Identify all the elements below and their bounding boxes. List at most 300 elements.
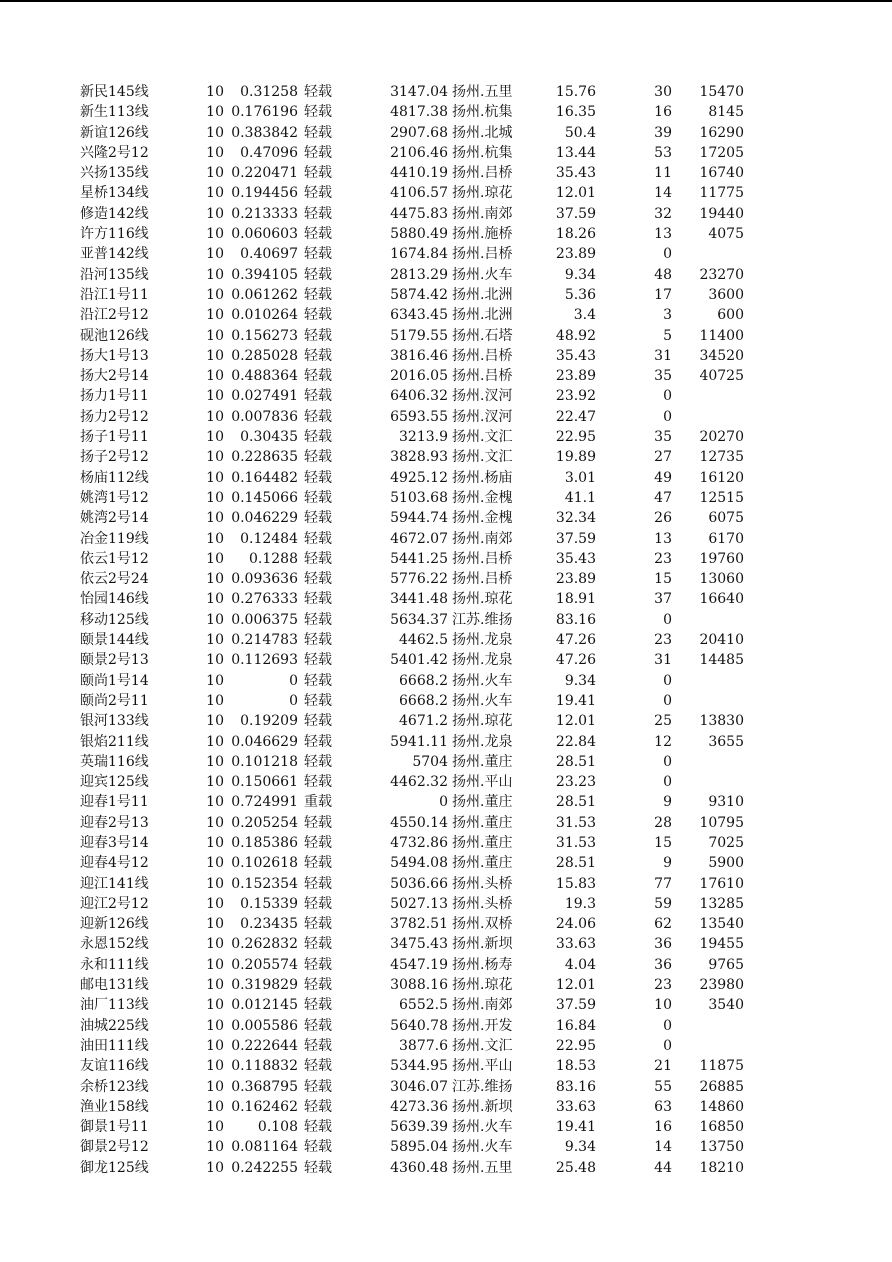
remaining-capacity-cell: 3213.9 xyxy=(399,429,448,446)
load-status-cell: 轻载 xyxy=(304,1037,332,1054)
load-rate-cell: 0.101218 xyxy=(231,753,298,770)
line-name-cell: 友谊116线 xyxy=(80,1058,149,1075)
substation-cell: 扬州.龙泉 xyxy=(452,733,513,750)
remaining-capacity-cell: 3877.6 xyxy=(399,1037,448,1054)
transformer-count-cell: 0 xyxy=(663,1037,672,1054)
substation-cell: 扬州.琼花 xyxy=(452,591,513,608)
voltage-cell: 10 xyxy=(206,794,224,811)
voltage-cell: 10 xyxy=(206,124,224,141)
transformer-count-cell: 0 xyxy=(663,774,672,791)
installed-capacity-cell: 6075 xyxy=(708,510,744,527)
transformer-count-cell: 32 xyxy=(654,205,672,222)
substation-cell: 扬州.吕桥 xyxy=(452,368,513,385)
load-rate-cell: 0.093636 xyxy=(231,571,298,588)
load-status-cell: 轻载 xyxy=(304,936,332,953)
substation-cell: 扬州.火车 xyxy=(452,1119,513,1136)
remaining-capacity-cell: 5103.68 xyxy=(390,489,448,506)
length-cell: 12.01 xyxy=(555,185,596,202)
table-row xyxy=(0,650,892,670)
load-status-cell: 轻载 xyxy=(304,84,332,100)
remaining-capacity-cell: 4360.48 xyxy=(390,1159,448,1176)
substation-cell: 扬州.北洲 xyxy=(452,307,513,324)
installed-capacity-cell: 20270 xyxy=(699,429,744,446)
line-name-cell: 油田111线 xyxy=(80,1037,149,1054)
installed-capacity-cell: 9765 xyxy=(708,956,744,973)
load-status-cell: 轻载 xyxy=(304,997,332,1014)
length-cell: 41.1 xyxy=(564,489,596,506)
installed-capacity-cell: 13060 xyxy=(699,571,744,588)
voltage-cell: 10 xyxy=(206,307,224,324)
transformer-count-cell: 49 xyxy=(654,469,672,486)
line-name-cell: 英瑞116线 xyxy=(80,753,149,770)
load-rate-cell: 0.145066 xyxy=(231,489,298,506)
table-row xyxy=(0,610,892,630)
load-status-cell: 轻载 xyxy=(304,144,332,161)
transformer-count-cell: 35 xyxy=(654,429,672,446)
voltage-cell: 10 xyxy=(206,347,224,364)
transformer-count-cell: 37 xyxy=(654,591,672,608)
line-name-cell: 迎春1号11 xyxy=(80,794,149,811)
load-status-cell: 轻载 xyxy=(304,165,332,182)
load-rate-cell: 0.156273 xyxy=(231,327,298,344)
remaining-capacity-cell: 5639.39 xyxy=(390,1119,448,1136)
voltage-cell: 10 xyxy=(206,1098,224,1115)
load-status-cell: 轻载 xyxy=(304,977,332,994)
substation-cell: 扬州.平山 xyxy=(452,1058,513,1075)
substation-cell: 扬州.南郊 xyxy=(452,997,513,1014)
voltage-cell: 10 xyxy=(206,449,224,466)
table-row xyxy=(0,244,892,264)
line-name-cell: 依云2号24 xyxy=(80,571,149,588)
voltage-cell: 10 xyxy=(206,1159,224,1176)
table-row xyxy=(0,447,892,467)
substation-cell: 扬州.金槐 xyxy=(452,489,513,506)
table-row xyxy=(0,833,892,853)
load-rate-cell: 0.30435 xyxy=(240,429,298,446)
substation-cell: 扬州.火车 xyxy=(452,692,513,709)
load-status-cell: 轻载 xyxy=(304,124,332,141)
length-cell: 48.92 xyxy=(555,327,596,344)
transformer-count-cell: 23 xyxy=(654,632,672,649)
voltage-cell: 10 xyxy=(206,1119,224,1136)
voltage-cell: 10 xyxy=(206,713,224,730)
load-status-cell: 轻载 xyxy=(304,1017,332,1034)
line-name-cell: 御景2号12 xyxy=(80,1139,149,1156)
substation-cell: 扬州.杭集 xyxy=(452,144,513,161)
length-cell: 13.44 xyxy=(555,144,596,161)
load-status-cell: 轻载 xyxy=(304,469,332,486)
load-status-cell: 轻载 xyxy=(304,1139,332,1156)
substation-cell: 扬州.石塔 xyxy=(452,327,513,344)
remaining-capacity-cell: 3816.46 xyxy=(390,347,448,364)
installed-capacity-cell: 12515 xyxy=(699,489,744,506)
load-status-cell: 轻载 xyxy=(304,692,332,709)
load-rate-cell: 0.31258 xyxy=(240,84,298,100)
load-status-cell: 轻载 xyxy=(304,388,332,405)
installed-capacity-cell: 600 xyxy=(717,307,744,324)
length-cell: 18.53 xyxy=(555,1058,596,1075)
line-name-cell: 渔业158线 xyxy=(80,1098,149,1115)
installed-capacity-cell: 4075 xyxy=(708,226,744,243)
table-row xyxy=(0,265,892,285)
installed-capacity-cell: 16290 xyxy=(699,124,744,141)
load-rate-cell: 0.150661 xyxy=(231,774,298,791)
installed-capacity-cell: 3600 xyxy=(708,286,744,303)
load-rate-cell: 0.046629 xyxy=(231,733,298,750)
table-row xyxy=(0,366,892,386)
data-sheet xyxy=(0,82,892,1178)
line-name-cell: 永和111线 xyxy=(80,956,149,973)
installed-capacity-cell: 11875 xyxy=(699,1058,744,1075)
line-name-cell: 兴扬135线 xyxy=(80,165,149,182)
line-name-cell: 兴隆2号12 xyxy=(80,144,149,161)
line-name-cell: 杨庙112线 xyxy=(80,469,149,486)
load-status-cell: 轻载 xyxy=(304,286,332,303)
line-name-cell: 扬力1号11 xyxy=(80,388,149,405)
installed-capacity-cell: 17205 xyxy=(699,144,744,161)
table-row xyxy=(0,346,892,366)
load-status-cell: 轻载 xyxy=(304,429,332,446)
voltage-cell: 10 xyxy=(206,652,224,669)
load-rate-cell: 0.205254 xyxy=(231,814,298,831)
remaining-capacity-cell: 4671.2 xyxy=(399,713,448,730)
table-row xyxy=(0,569,892,589)
line-name-cell: 姚湾2号14 xyxy=(80,510,149,527)
load-status-cell: 轻载 xyxy=(304,814,332,831)
installed-capacity-cell: 14485 xyxy=(699,652,744,669)
transformer-count-cell: 0 xyxy=(663,246,672,263)
table-row xyxy=(0,1097,892,1117)
installed-capacity-cell: 16640 xyxy=(699,591,744,608)
remaining-capacity-cell: 5179.55 xyxy=(390,327,448,344)
transformer-count-cell: 36 xyxy=(654,936,672,953)
length-cell: 4.04 xyxy=(564,956,596,973)
transformer-count-cell: 31 xyxy=(654,347,672,364)
length-cell: 83.16 xyxy=(555,611,596,628)
substation-cell: 扬州.火车 xyxy=(452,266,513,283)
voltage-cell: 10 xyxy=(206,205,224,222)
load-rate-cell: 0.319829 xyxy=(231,977,298,994)
length-cell: 37.59 xyxy=(555,205,596,222)
table-row xyxy=(0,285,892,305)
table-row xyxy=(0,1158,892,1178)
substation-cell: 扬州.吕桥 xyxy=(452,246,513,263)
load-status-cell: 轻载 xyxy=(304,834,332,851)
remaining-capacity-cell: 2907.68 xyxy=(390,124,448,141)
length-cell: 31.53 xyxy=(555,814,596,831)
installed-capacity-cell: 15470 xyxy=(699,84,744,100)
transformer-count-cell: 16 xyxy=(654,104,672,121)
remaining-capacity-cell: 6668.2 xyxy=(399,672,448,689)
load-rate-cell: 0.394105 xyxy=(231,266,298,283)
remaining-capacity-cell: 5895.04 xyxy=(390,1139,448,1156)
table-row xyxy=(0,792,892,812)
length-cell: 16.84 xyxy=(555,1017,596,1034)
load-rate-cell: 0.285028 xyxy=(231,347,298,364)
load-status-cell: 轻载 xyxy=(304,449,332,466)
substation-cell: 扬州.琼花 xyxy=(452,977,513,994)
line-name-cell: 沿河135线 xyxy=(80,266,149,283)
substation-cell: 扬州.文汇 xyxy=(452,449,513,466)
substation-cell: 扬州.火车 xyxy=(452,1139,513,1156)
voltage-cell: 10 xyxy=(206,510,224,527)
length-cell: 15.76 xyxy=(555,84,596,100)
load-rate-cell: 0.214783 xyxy=(231,632,298,649)
load-rate-cell: 0.007836 xyxy=(231,408,298,425)
substation-cell: 扬州.双桥 xyxy=(452,916,513,933)
load-rate-cell: 0.112693 xyxy=(231,652,298,669)
installed-capacity-cell: 26885 xyxy=(699,1078,744,1095)
line-name-cell: 亚普142线 xyxy=(80,246,149,263)
table-row xyxy=(0,752,892,772)
voltage-cell: 10 xyxy=(206,1017,224,1034)
transformer-count-cell: 5 xyxy=(663,327,672,344)
load-rate-cell: 0.012145 xyxy=(231,997,298,1014)
remaining-capacity-cell: 4462.32 xyxy=(390,774,448,791)
table-row xyxy=(0,163,892,183)
transformer-count-cell: 30 xyxy=(654,84,672,100)
installed-capacity-cell: 16740 xyxy=(699,165,744,182)
table-row xyxy=(0,630,892,650)
transformer-count-cell: 0 xyxy=(663,611,672,628)
transformer-count-cell: 15 xyxy=(654,834,672,851)
length-cell: 23.89 xyxy=(555,246,596,263)
installed-capacity-cell: 8145 xyxy=(708,104,744,121)
length-cell: 3.4 xyxy=(573,307,596,324)
load-rate-cell: 0.47096 xyxy=(240,144,298,161)
substation-cell: 扬州.北洲 xyxy=(452,286,513,303)
installed-capacity-cell: 3655 xyxy=(708,733,744,750)
load-status-cell: 轻载 xyxy=(304,368,332,385)
table-row xyxy=(0,914,892,934)
length-cell: 47.26 xyxy=(555,652,596,669)
table-row xyxy=(0,1117,892,1137)
length-cell: 18.26 xyxy=(555,226,596,243)
length-cell: 9.34 xyxy=(564,266,596,283)
table-row xyxy=(0,1016,892,1036)
transformer-count-cell: 9 xyxy=(663,794,672,811)
remaining-capacity-cell: 4410.19 xyxy=(390,165,448,182)
load-rate-cell: 0.368795 xyxy=(231,1078,298,1095)
remaining-capacity-cell: 3475.43 xyxy=(390,936,448,953)
substation-cell: 扬州.五里 xyxy=(452,1159,513,1176)
voltage-cell: 10 xyxy=(206,165,224,182)
remaining-capacity-cell: 3441.48 xyxy=(390,591,448,608)
load-rate-cell: 0.027491 xyxy=(231,388,298,405)
table-row xyxy=(0,874,892,894)
substation-cell: 扬州.开发 xyxy=(452,1017,513,1034)
transformer-count-cell: 0 xyxy=(663,1017,672,1034)
load-rate-cell: 0.40697 xyxy=(240,246,298,263)
load-status-cell: 轻载 xyxy=(304,1119,332,1136)
length-cell: 23.89 xyxy=(555,571,596,588)
line-name-cell: 邮电131线 xyxy=(80,977,149,994)
substation-cell: 扬州.北城 xyxy=(452,124,513,141)
load-status-cell: 轻载 xyxy=(304,510,332,527)
voltage-cell: 10 xyxy=(206,753,224,770)
installed-capacity-cell: 3540 xyxy=(708,997,744,1014)
remaining-capacity-cell: 3147.04 xyxy=(390,84,448,100)
length-cell: 22.95 xyxy=(555,1037,596,1054)
length-cell: 33.63 xyxy=(555,1098,596,1115)
installed-capacity-cell: 13750 xyxy=(699,1139,744,1156)
substation-cell: 江苏.维扬 xyxy=(452,611,513,628)
length-cell: 33.63 xyxy=(555,936,596,953)
load-rate-cell: 0.12484 xyxy=(240,530,298,547)
remaining-capacity-cell: 4672.07 xyxy=(390,530,448,547)
line-name-cell: 御景1号11 xyxy=(80,1119,149,1136)
transformer-count-cell: 48 xyxy=(654,266,672,283)
substation-cell: 扬州.董庄 xyxy=(452,855,513,872)
load-status-cell: 轻载 xyxy=(304,895,332,912)
transformer-count-cell: 14 xyxy=(654,185,672,202)
remaining-capacity-cell: 5880.49 xyxy=(390,226,448,243)
substation-cell: 扬州.董庄 xyxy=(452,753,513,770)
installed-capacity-cell: 13540 xyxy=(699,916,744,933)
load-rate-cell: 0.213333 xyxy=(231,205,298,222)
length-cell: 15.83 xyxy=(555,875,596,892)
transformer-count-cell: 0 xyxy=(663,388,672,405)
table-row xyxy=(0,549,892,569)
length-cell: 35.43 xyxy=(555,165,596,182)
load-status-cell: 轻载 xyxy=(304,104,332,121)
remaining-capacity-cell: 3782.51 xyxy=(390,916,448,933)
remaining-capacity-cell: 3088.16 xyxy=(390,977,448,994)
length-cell: 12.01 xyxy=(555,977,596,994)
load-rate-cell: 0.164482 xyxy=(231,469,298,486)
remaining-capacity-cell: 2016.05 xyxy=(390,368,448,385)
load-status-cell: 轻载 xyxy=(304,489,332,506)
line-name-cell: 砚池126线 xyxy=(80,327,149,344)
load-status-cell: 轻载 xyxy=(304,611,332,628)
remaining-capacity-cell: 5944.74 xyxy=(390,510,448,527)
remaining-capacity-cell: 5027.13 xyxy=(390,895,448,912)
substation-cell: 扬州.平山 xyxy=(452,774,513,791)
transformer-count-cell: 11 xyxy=(654,165,672,182)
table-row xyxy=(0,1077,892,1097)
remaining-capacity-cell: 5941.11 xyxy=(390,733,448,750)
load-rate-cell: 0.176196 xyxy=(231,104,298,121)
length-cell: 50.4 xyxy=(564,124,596,141)
installed-capacity-cell: 5900 xyxy=(708,855,744,872)
voltage-cell: 10 xyxy=(206,571,224,588)
table-row xyxy=(0,975,892,995)
table-row xyxy=(0,82,892,102)
remaining-capacity-cell: 5640.78 xyxy=(390,1017,448,1034)
line-name-cell: 银焰211线 xyxy=(80,733,149,750)
remaining-capacity-cell: 4925.12 xyxy=(390,469,448,486)
length-cell: 32.34 xyxy=(555,510,596,527)
transformer-count-cell: 23 xyxy=(654,550,672,567)
remaining-capacity-cell: 5036.66 xyxy=(390,875,448,892)
remaining-capacity-cell: 2813.29 xyxy=(390,266,448,283)
installed-capacity-cell: 10795 xyxy=(699,814,744,831)
voltage-cell: 10 xyxy=(206,977,224,994)
remaining-capacity-cell: 4732.86 xyxy=(390,834,448,851)
installed-capacity-cell: 7025 xyxy=(708,834,744,851)
voltage-cell: 10 xyxy=(206,266,224,283)
installed-capacity-cell: 12735 xyxy=(699,449,744,466)
transformer-count-cell: 12 xyxy=(654,733,672,750)
substation-cell: 扬州.吕桥 xyxy=(452,165,513,182)
substation-cell: 扬州.汊河 xyxy=(452,388,513,405)
voltage-cell: 10 xyxy=(206,327,224,344)
remaining-capacity-cell: 6668.2 xyxy=(399,692,448,709)
length-cell: 37.59 xyxy=(555,530,596,547)
transformer-count-cell: 21 xyxy=(654,1058,672,1075)
load-rate-cell: 0.118832 xyxy=(231,1058,298,1075)
transformer-count-cell: 10 xyxy=(654,997,672,1014)
load-status-cell: 轻载 xyxy=(304,916,332,933)
load-status-cell: 轻载 xyxy=(304,774,332,791)
transformer-count-cell: 9 xyxy=(663,855,672,872)
voltage-cell: 10 xyxy=(206,632,224,649)
line-name-cell: 油城225线 xyxy=(80,1017,149,1034)
table-row xyxy=(0,102,892,122)
table-row xyxy=(0,1137,892,1157)
table-row xyxy=(0,934,892,954)
length-cell: 22.84 xyxy=(555,733,596,750)
load-rate-cell: 0.162462 xyxy=(231,1098,298,1115)
line-name-cell: 沿江1号11 xyxy=(80,286,149,303)
substation-cell: 扬州.新坝 xyxy=(452,936,513,953)
length-cell: 22.47 xyxy=(555,408,596,425)
table-row xyxy=(0,224,892,244)
load-rate-cell: 0.010264 xyxy=(231,307,298,324)
voltage-cell: 10 xyxy=(206,469,224,486)
substation-cell: 扬州.杨寿 xyxy=(452,956,513,973)
transformer-count-cell: 55 xyxy=(654,1078,672,1095)
substation-cell: 扬州.杨庙 xyxy=(452,469,513,486)
table-row xyxy=(0,955,892,975)
transformer-count-cell: 59 xyxy=(654,895,672,912)
line-name-cell: 许方116线 xyxy=(80,226,149,243)
load-status-cell: 轻载 xyxy=(304,266,332,283)
voltage-cell: 10 xyxy=(206,530,224,547)
transformer-count-cell: 62 xyxy=(654,916,672,933)
load-rate-cell: 0.1288 xyxy=(249,550,298,567)
line-name-cell: 迎春4号12 xyxy=(80,855,149,872)
table-row xyxy=(0,691,892,711)
table-row xyxy=(0,305,892,325)
remaining-capacity-cell: 6552.5 xyxy=(399,997,448,1014)
line-name-cell: 扬力2号12 xyxy=(80,408,149,425)
line-name-cell: 油厂113线 xyxy=(80,997,149,1014)
substation-cell: 扬州.五里 xyxy=(452,84,513,100)
voltage-cell: 10 xyxy=(206,997,224,1014)
transformer-count-cell: 16 xyxy=(654,1119,672,1136)
substation-cell: 扬州.金槐 xyxy=(452,510,513,527)
remaining-capacity-cell: 5441.25 xyxy=(390,550,448,567)
substation-cell: 扬州.头桥 xyxy=(452,875,513,892)
installed-capacity-cell: 34520 xyxy=(699,347,744,364)
line-name-cell: 新生113线 xyxy=(80,104,149,121)
transformer-count-cell: 17 xyxy=(654,286,672,303)
load-status-cell: 轻载 xyxy=(304,1098,332,1115)
load-rate-cell: 0.046229 xyxy=(231,510,298,527)
voltage-cell: 10 xyxy=(206,185,224,202)
remaining-capacity-cell: 3828.93 xyxy=(390,449,448,466)
load-rate-cell: 0.194456 xyxy=(231,185,298,202)
load-rate-cell: 0.081164 xyxy=(231,1139,298,1156)
voltage-cell: 10 xyxy=(206,550,224,567)
length-cell: 28.51 xyxy=(555,855,596,872)
voltage-cell: 10 xyxy=(206,368,224,385)
transformer-count-cell: 3 xyxy=(663,307,672,324)
line-name-cell: 迎春3号14 xyxy=(80,834,149,851)
transformer-count-cell: 26 xyxy=(654,510,672,527)
transformer-count-cell: 63 xyxy=(654,1098,672,1115)
